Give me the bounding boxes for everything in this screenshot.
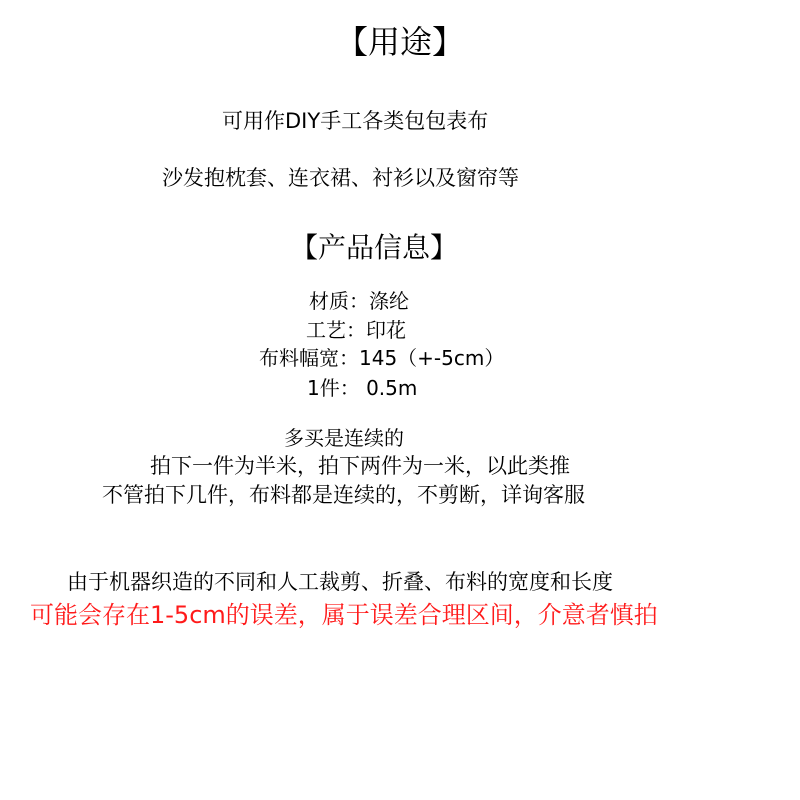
unit-length-text: 1件： 0.5m (307, 376, 418, 400)
usage-line-1: 可用作DIY手工各类包包表布 (222, 109, 489, 133)
disclaimer-line: 由于机器织造的不同和人工裁剪、折叠、布料的宽度和长度 (67, 570, 613, 594)
fabric-width-text: 布料幅宽：145（+-5cm） (259, 346, 505, 370)
process-text: 工艺：印花 (306, 318, 406, 342)
purchase-note-line-3: 不管拍下几件，布料都是连续的，不剪断，详询客服 (102, 483, 585, 507)
usage-heading: 【用途】 (335, 23, 464, 61)
tolerance-warning: 可能会存在1-5cm的误差，属于误差合理区间，介意者慎拍 (30, 601, 658, 629)
material-text: 材质：涤纶 (309, 289, 409, 313)
purchase-note-line-1: 多买是连续的 (284, 426, 404, 450)
usage-line-2: 沙发抱枕套、连衣裙、衬衫以及窗帘等 (162, 166, 519, 190)
purchase-note-line-2: 拍下一件为半米，拍下两件为一米，以此类推 (150, 454, 570, 478)
product-info-heading: 【产品信息】 (290, 231, 459, 264)
